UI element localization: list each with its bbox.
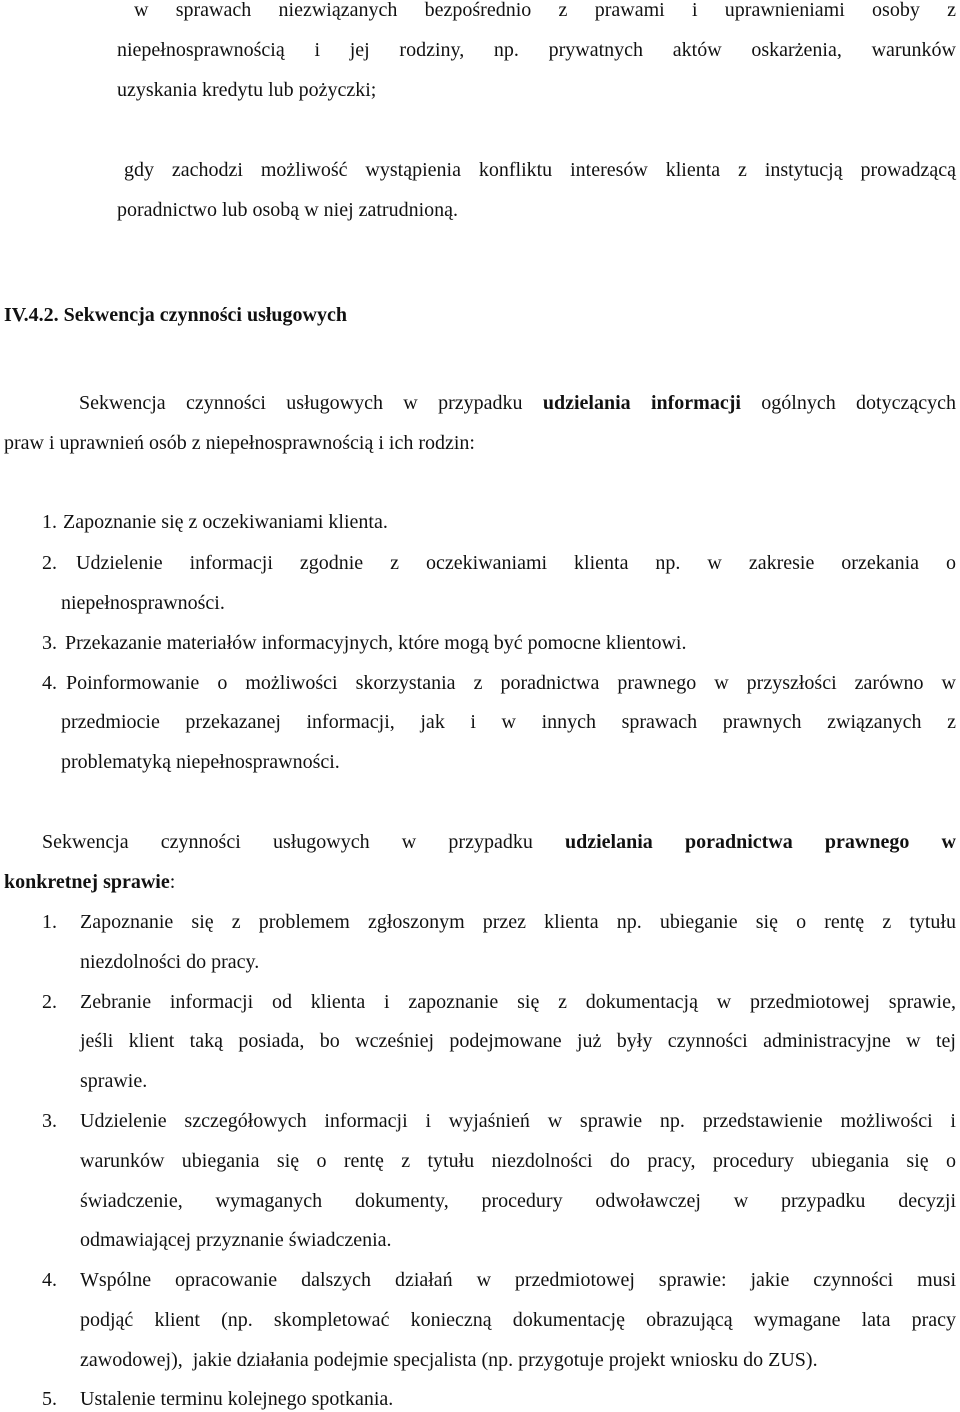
paragraph-line: praw i uprawnień osób z niepełnosprawnością i ich rodzin: [4,432,475,454]
bullet-text-line: w sprawach niezwiązanych bezpośrednio z prawami i uprawnieniami osoby z [134,0,956,21]
list-number: 5. [42,1388,57,1410]
list-item-line: przedmiocie przekazanej informacji, jak i w innych sprawach prawnych związanych z [61,711,956,733]
section-heading: IV.4.2. Sekwencja czynności usługowych [4,304,347,326]
list-item-line: zawodowej), jakie działania podejmie specjalista (np. przygotuje projekt wniosku do ZUS). [80,1349,818,1371]
paragraph-text: : [169,871,176,893]
paragraph-line [42,830,956,854]
list-item-line: odmawiającej przyznanie świadczenia. [80,1229,392,1251]
list-item-line: sprawie. [80,1070,148,1092]
list-number: 2. [42,991,57,1013]
bullet-text-line: gdy zachodzi możliwość wystąpienia konfliktu interesów klienta z instytucją prowadzącą [124,159,956,181]
list-item-line: jeśli klient taką posiada, bo wcześniej podejmowane już były czynności administracyjne w tej [80,1030,956,1052]
list-item-line: Przekazanie materiałów informacyjnych, które mogą być pomocne klientowi. [65,632,687,654]
bullet-text-line: niepełnosprawnością i jej rodziny, np. prywatnych aktów oskarżenia, warunków [117,39,956,61]
list-number: 3. [42,1110,57,1132]
list-number: 1. [42,511,57,533]
list-number: 4. [42,1269,57,1291]
bullet-text-line: uzyskania kredytu lub pożyczki; [117,79,377,101]
paragraph-text: Sekwencja czynności usługowych w przypadku [79,392,543,414]
list-item-line: świadczenie, wymaganych dokumenty, procedury odwoławczej w przypadku decyzji [80,1190,956,1212]
list-number: 1. [42,911,57,933]
list-number: 4. [42,672,57,694]
paragraph-text: ogólnych dotyczących [740,392,956,414]
list-item-line: warunków ubiegania się o rentę z tytułu niezdolności do pracy, procedury ubiegania się o [80,1150,956,1172]
list-item-line: Udzielenie szczegółowych informacji i wyjaśnień w sprawie np. przedstawienie możliwości i [80,1110,956,1132]
list-item-line: Poinformowanie o możliwości skorzystania z poradnictwa prawnego w przyszłości zarówno w [66,672,956,694]
list-item-line: Udzielenie informacji zgodnie z oczekiwaniami klienta np. w zakresie orzekania o [76,552,956,574]
paragraph-line [79,391,956,415]
paragraph-text: Sekwencja czynności usługowych w przypadku [42,831,565,853]
list-item-line: Ustalenie terminu kolejnego spotkania. [80,1388,394,1410]
list-item-line: podjąć klient (np. skompletować konieczną dokumentację obrazującą wymagane lata pracy [80,1309,956,1331]
bullet-text-line: poradnictwo lub osobą w niej zatrudnioną. [117,199,459,221]
list-item-line: niepełnosprawności. [61,592,225,614]
list-item-line: niezdolności do pracy. [80,951,260,973]
paragraph-line [4,870,175,894]
list-item-line: Zebranie informacji od klienta i zapoznanie się z dokumentacją w przedmiotowej sprawie, [80,991,956,1013]
emphasis-text: udzielania informacji [542,392,741,414]
list-item-line: problematyką niepełnosprawności. [61,751,340,773]
list-item-line: Zapoznanie się z oczekiwaniami klienta. [63,511,388,533]
list-item-line: Wspólne opracowanie dalszych działań w przedmiotowej sprawie: jakie czynności musi [80,1269,956,1291]
emphasis-text: konkretnej sprawie [4,871,170,893]
list-number: 2. [42,552,57,574]
emphasis-text: udzielania poradnictwa prawnego w [565,831,956,853]
list-number: 3. [42,632,57,654]
list-item-line: Zapoznanie się z problemem zgłoszonym przez klienta np. ubieganie się o rentę z tytułu [80,911,956,933]
